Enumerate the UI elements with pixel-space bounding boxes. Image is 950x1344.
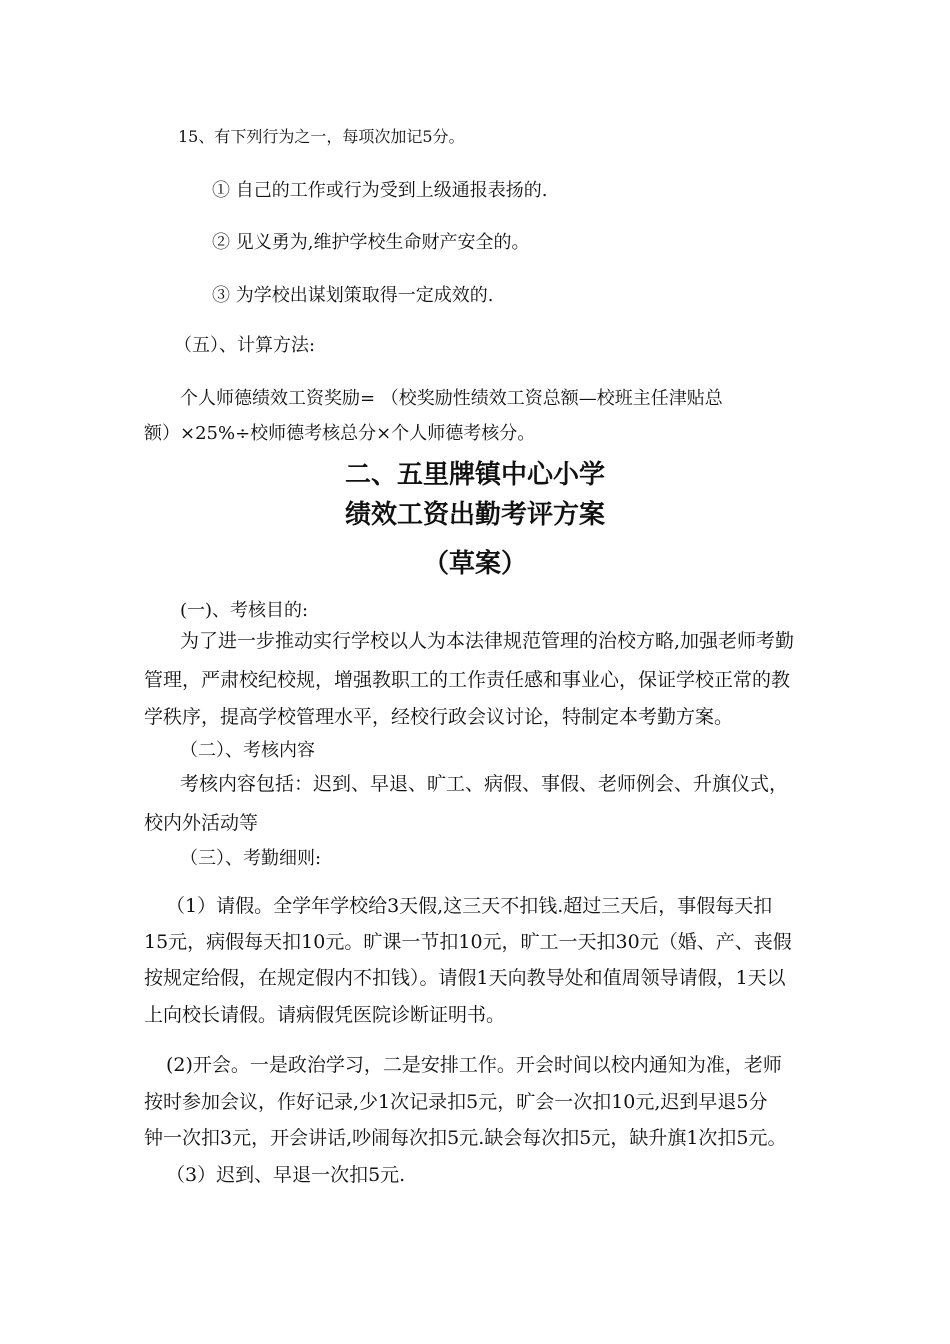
calc-method-heading: （五）、计算方法: xyxy=(174,335,316,356)
heading-assessment-purpose: (一)、考核目的: xyxy=(180,600,309,621)
formula-line-1: 个人师德绩效工资奖励= （校奖励性绩效工资总额—校班主任津贴总 xyxy=(180,388,723,409)
purpose-line-1: 为了进一步推动实行学校以人为本法律规范管理的治校方略,加强老师考勤 xyxy=(180,630,795,652)
purpose-line-3: 学秩序，提高学校管理水平，经校行政会议讨论，特制定本考勤方案。 xyxy=(144,706,734,728)
rule-2-line-3: 钟一次扣3元，开会讲话,吵闹每次扣5元.缺会每次扣5元，缺升旗1次扣5元。 xyxy=(144,1127,787,1149)
item-15-sub-3: ③ 为学校出谋划策取得一定成效的. xyxy=(212,285,494,306)
item-15: 15、有下列行为之一，每项次加记5分。 xyxy=(178,127,465,146)
item-15-sub-2: ② 见义勇为,维护学校生命财产安全的。 xyxy=(212,232,530,253)
title-line-1: 二、五里牌镇中心小学 xyxy=(344,460,605,490)
rule-3-line-1: （3）迟到、早退一次扣5元. xyxy=(166,1164,406,1186)
title-line-2: 绩效工资出勤考评方案 xyxy=(344,500,605,530)
rule-1-line-4: 上向校长请假。请病假凭医院诊断证明书。 xyxy=(144,1004,506,1026)
rule-1-line-2: 15元，病假每天扣10元。旷课一节扣10元，旷工一天扣30元（婚、产、丧假 xyxy=(144,931,792,953)
title-line-3: （草案） xyxy=(422,549,527,579)
formula-line-2: 额）×25%÷校师德考核总分×个人师德考核分。 xyxy=(144,423,536,444)
rule-2-line-1: (2)开会。一是政治学习，二是安排工作。开会时间以校内通知为准，老师 xyxy=(166,1054,782,1076)
rule-2-line-2: 按时参加会议，作好记录,少1次记录扣5元，旷会一次扣10元,迟到早退5分 xyxy=(144,1091,768,1113)
purpose-line-2: 管理，严肃校纪校规，增强教职工的工作责任感和事业心，保证学校正常的教 xyxy=(144,669,791,691)
heading-attendance-rules: （三）、考勤细则: xyxy=(180,848,322,869)
rule-1-line-3: 按规定给假，在规定假内不扣钱）。请假1天向教导处和值周领导请假，1天以 xyxy=(144,967,786,989)
heading-assessment-content: （二）、考核内容 xyxy=(180,740,315,761)
content-line-1: 考核内容包括：迟到、早退、旷工、病假、事假、老师例会、升旗仪式， xyxy=(180,773,789,795)
item-15-sub-1: ① 自己的工作或行为受到上级通报表扬的. xyxy=(212,180,548,201)
content-line-2: 校内外活动等 xyxy=(144,812,259,834)
rule-1-line-1: （1）请假。全学年学校给3天假,这三天不扣钱.超过三天后，事假每天扣 xyxy=(166,895,773,917)
